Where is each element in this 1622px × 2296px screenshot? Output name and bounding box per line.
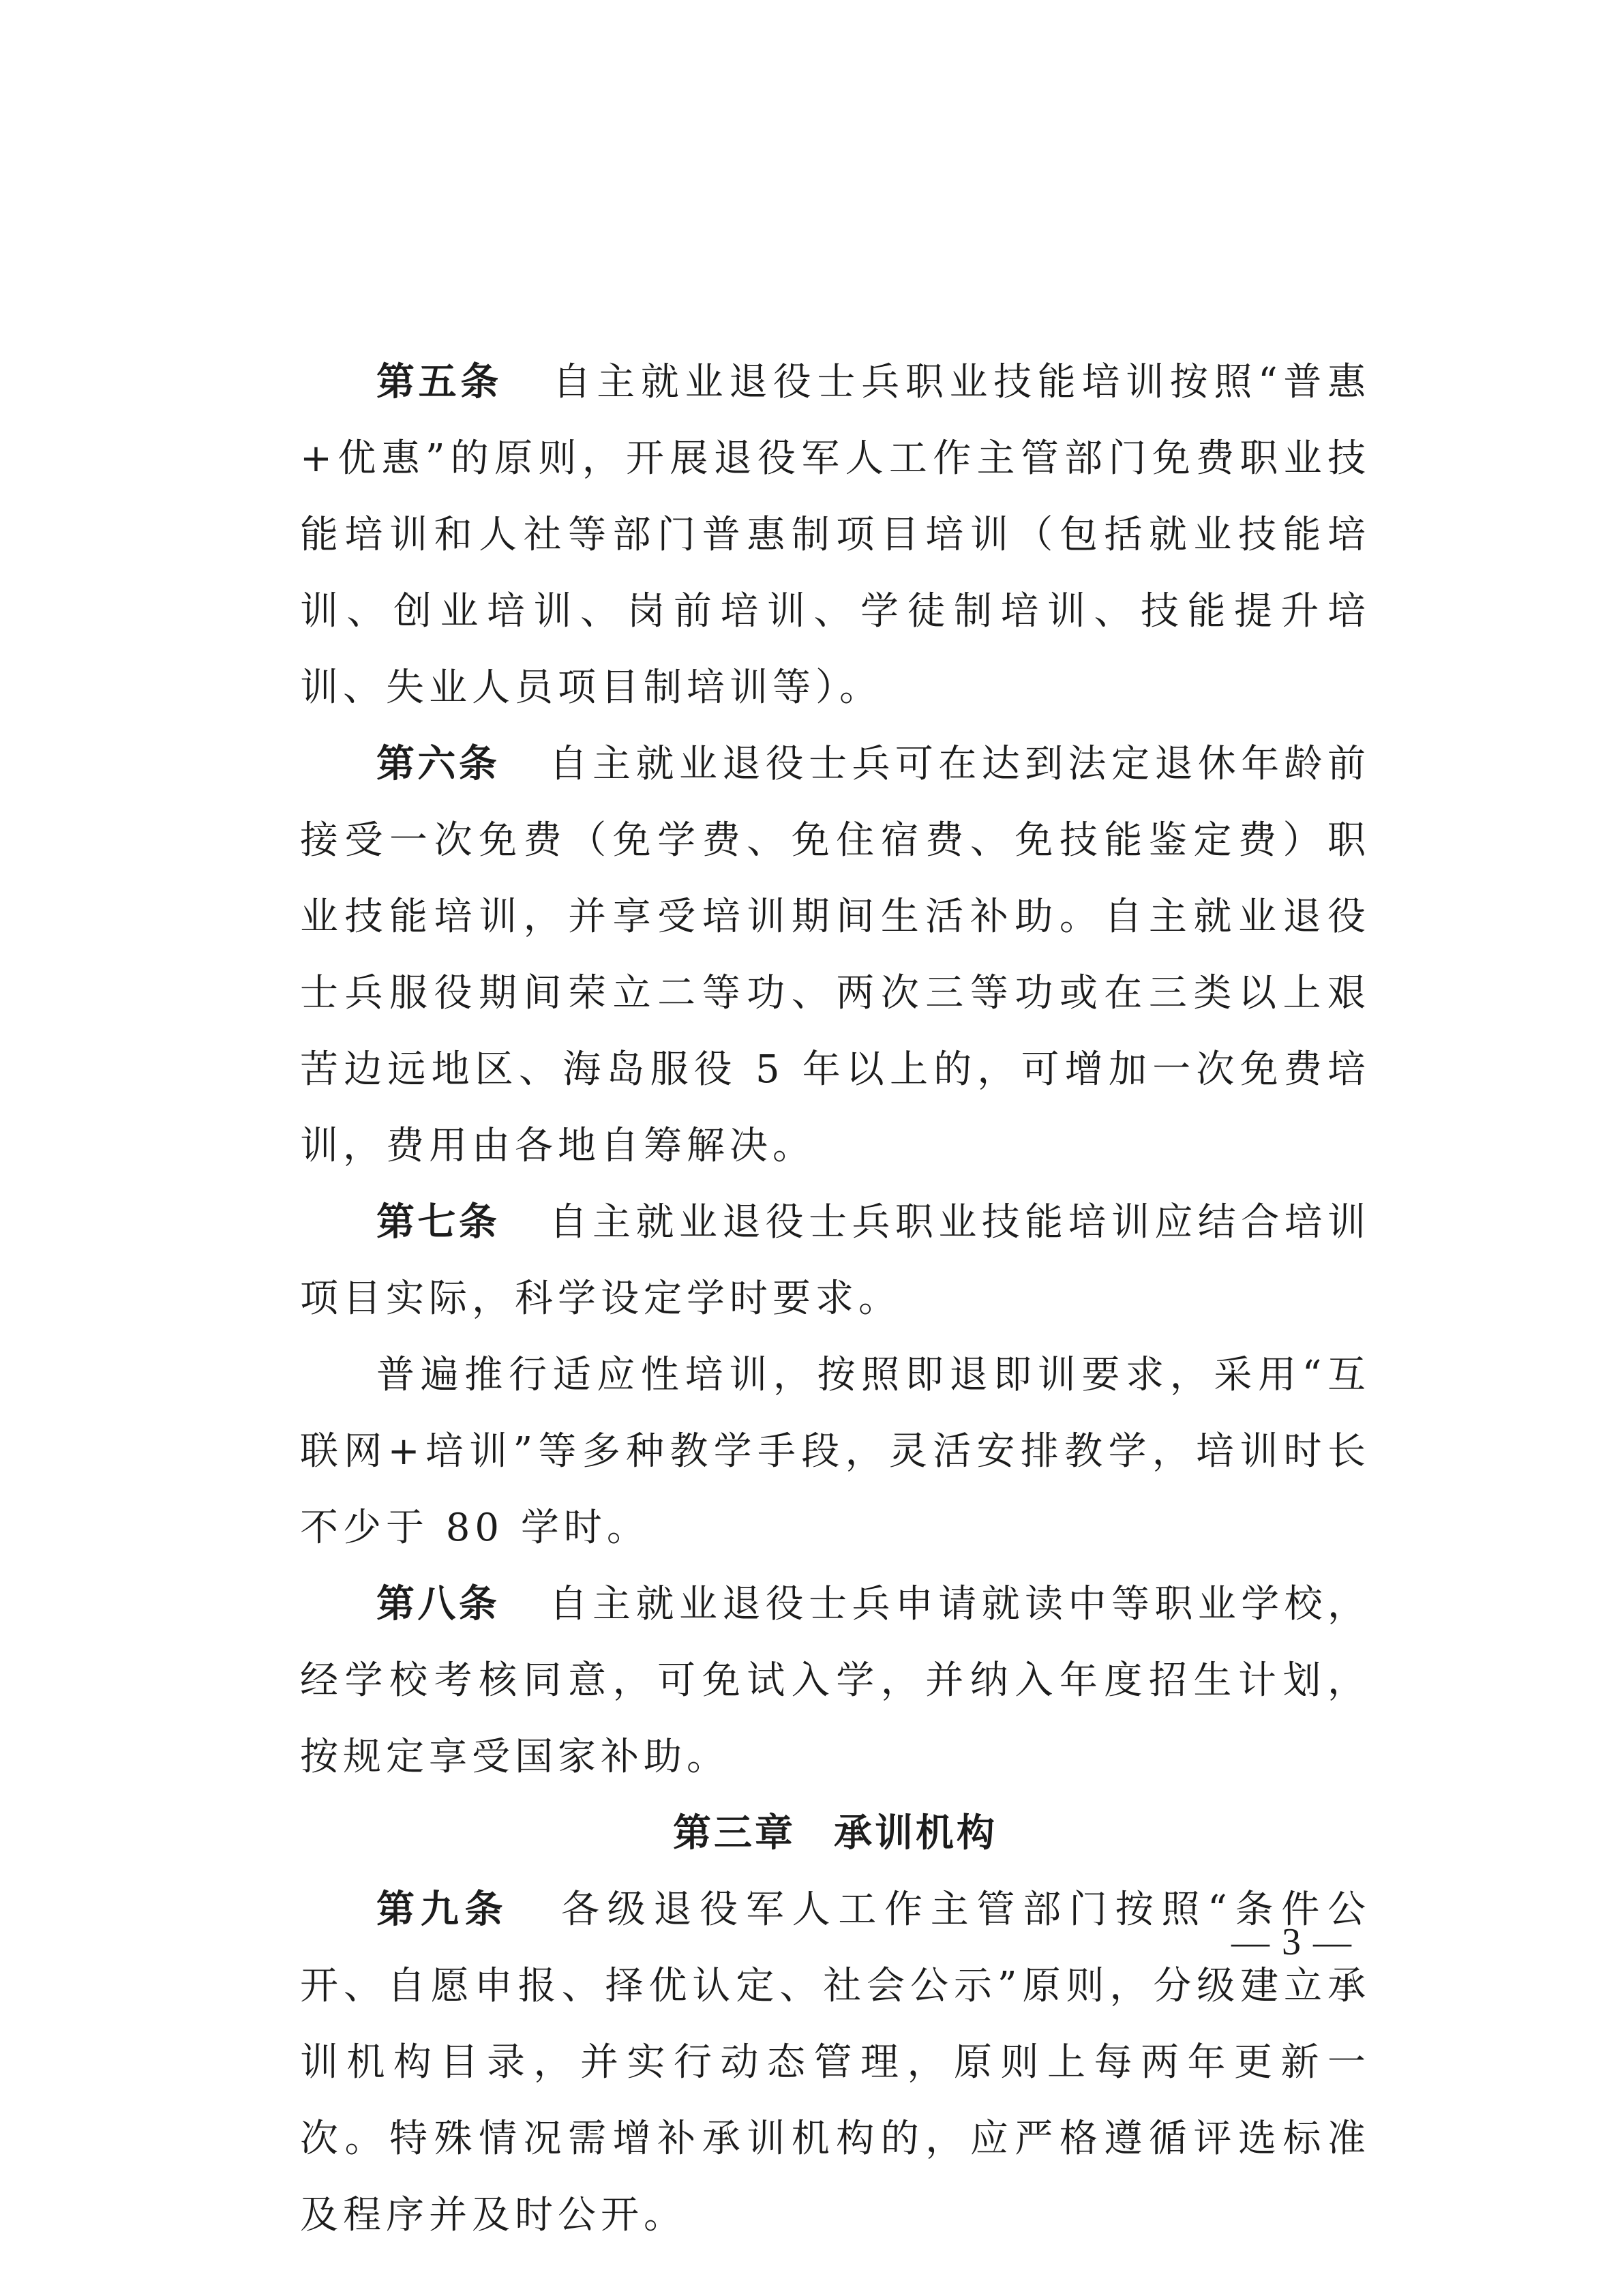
page-number: — 3 —: [1231, 1921, 1353, 1963]
article-5-text: 自主就业退役士兵职业技能培训按照“普惠+优惠”的原则，开展退役军人工作主管部门免费职业技能培训和人社等部门普惠制项目培训（包括就业技能培训、创业培训、岗前培训、学徒制培训、技能提升培训、失业人员项目制培训等）。: [300, 360, 1370, 710]
chapter-title: 承训机构: [834, 1811, 997, 1855]
article-8-title: 第八条: [376, 1582, 500, 1626]
article-7-text: 自主就业退役士兵职业技能培训应结合培训项目实际，科学设定学时要求。: [300, 1200, 1371, 1321]
article-7-continuation: 普遍推行适应性培训，按照即退即训要求，采用“互联网+培训”等多种教学手段，灵活安排教学，培训时长不少于 80 学时。: [300, 1353, 1370, 1550]
article-7-title: 第七条: [376, 1200, 500, 1244]
article-5: [300, 344, 1370, 726]
article-6-text: 自主就业退役士兵可在达到法定退休年龄前接受一次免费（免学费、免住宿费、免技能鉴定费）职业技能培训，并享受培训期间生活补助。自主就业退役士兵服役期间荣立二等功、两次三等功或在三类以上艰苦边远地区、海岛服役 5 年以上的，可增加一次免费培训，费用由各地自筹解决。: [300, 742, 1371, 1168]
chapter-heading: [300, 1795, 1370, 1872]
document-page: [300, 344, 1370, 2254]
article-6: [300, 726, 1370, 1184]
article-6-title: 第六条: [376, 742, 500, 786]
article-5-title: 第五条: [376, 360, 502, 404]
article-8-text: 自主就业退役士兵申请就读中等职业学校，经学校考核同意，可免试入学，并纳入年度招生计划，按规定享受国家补助。: [300, 1582, 1371, 1779]
article-9: [300, 1872, 1370, 2254]
article-7: [300, 1184, 1370, 1337]
article-8: [300, 1566, 1370, 1795]
article-9-text: 各级退役军人工作主管部门按照“条件公开、自愿申报、择优认定、社会公示”原则，分级建立承训机构目录，并实行动态管理，原则上每两年更新一次。特殊情况需增补承训机构的，应严格遵循评选标准及程序并及时公开。: [300, 1888, 1370, 2237]
chapter-number: 第三章: [673, 1811, 796, 1855]
article-9-title: 第九条: [376, 1888, 509, 1932]
